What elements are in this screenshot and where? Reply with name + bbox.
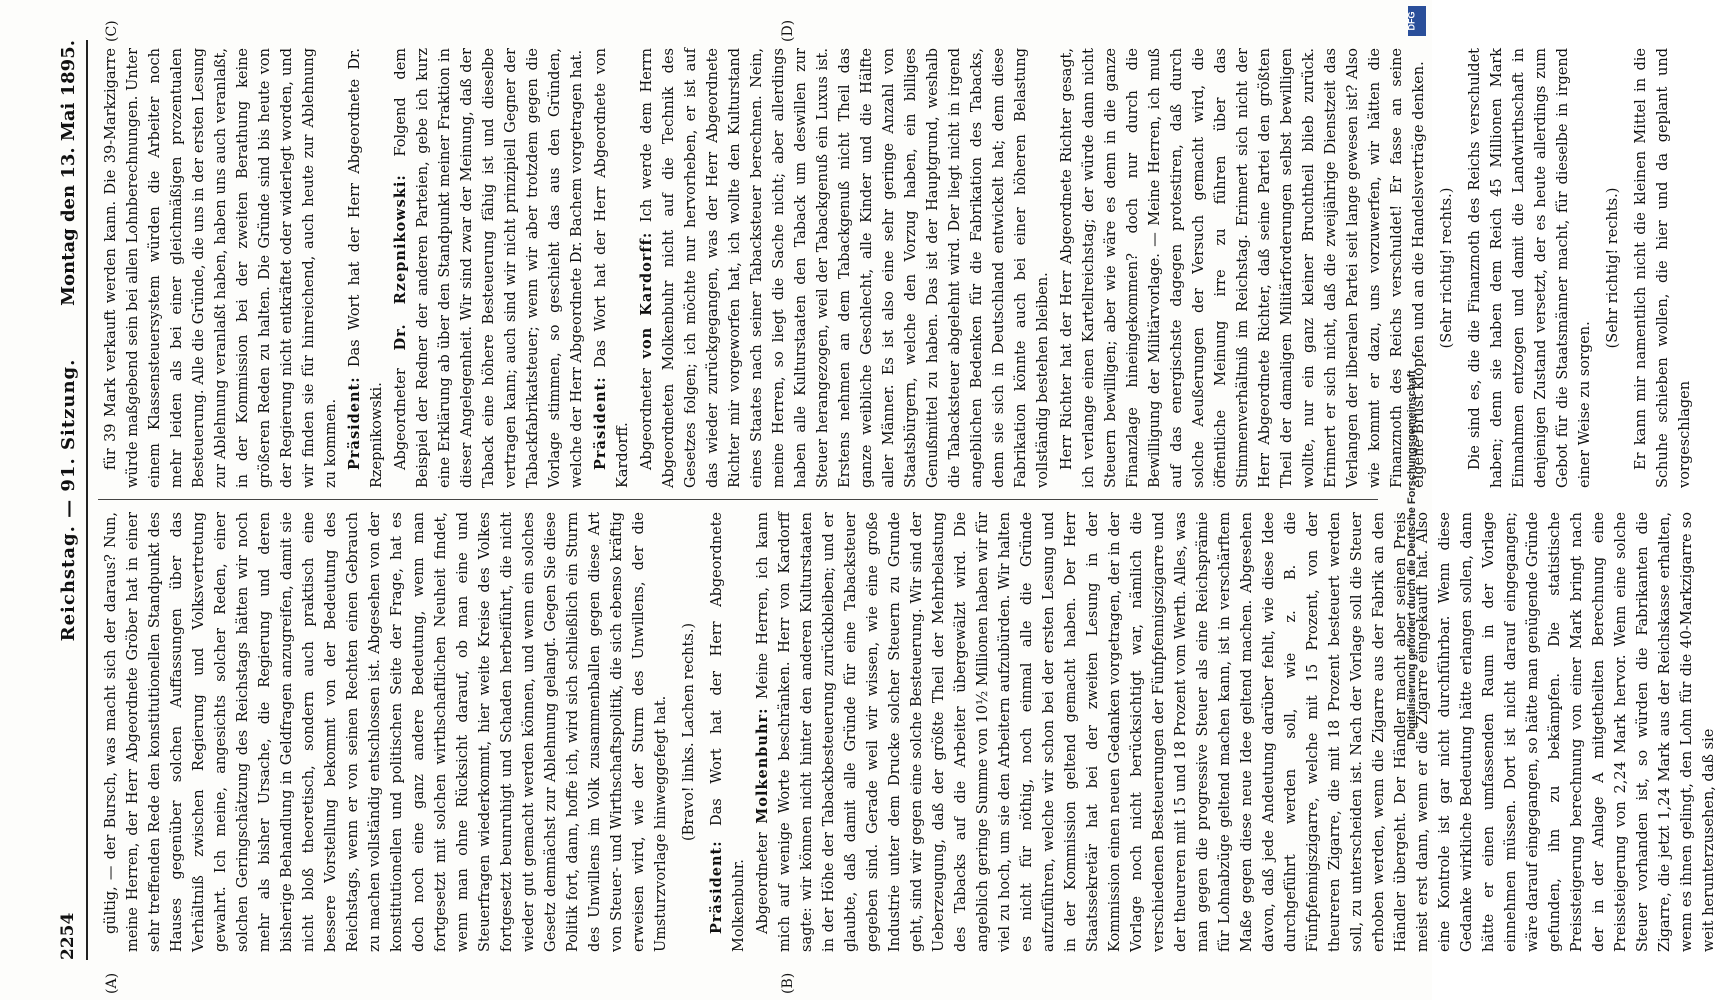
speaker-label: Präsident: [592, 376, 609, 470]
speaker-prefix: Abgeordneter [755, 832, 771, 934]
paragraph: Herr Richter hat der Herr Abgeordnete Richter gesagt, ich verlange einen Kartellreichstag; der würde dann nicht Steuern bewilligen; aber wie wäre es denn in die ganze Finanzlage hineingekommen? doch nur durch die Bewilligung der Militärvorlage. — Meine Herren, ich muß auf das energischste dagegen protestiren, daß durch solche Aeußerungen der Versuch gemacht wird, die öffentliche Meinung irre zu führen über das Stimmenverhältniß im Reichstag. Erinnert sich nicht der Herr Abgeordnete Richter, daß seine Partei den größten Theil der damaligen Militärforderungen selbst bewilligen wollte, nur ein ganz kleiner Bruchtheil blieb zurück. Erinnert er sich nicht, daß die zweijährige Dienstzeit das Verlangen der liberalen Partei seit lange gewesen ist? Also wie kommt er dazu, uns vorzuwerfen, wir hätten die Finanznoth des Reichs verschuldet! Er fasse an seine eigene Brust klopfen und an die Handelsverträge denken. [1059, 48, 1427, 488]
left-column [100, 512, 1722, 952]
speaker-prefix: Abgeordneter [639, 368, 655, 470]
paragraph-text: Das Wort hat der Herr Abgeordnete von Kardorff. [593, 48, 631, 488]
interjection: (Sehr richtig! rechts.) [1605, 187, 1621, 349]
paragraph: für 39 Mark verkauft werden kann. Die 39-Markzigarre würde maßgebend sein bei allen Lohnberechnungen. Unter einem Klassensteuersystem würden die Arbeiter noch mehr leiden als bei einer gleichmäßigen prozentualen Besteuerung. Alle die Gründe, die uns in der ersten Lesung zur Ablehnung veranlaßt haben, haben uns auch veranlaßt, in der Kommission bei der zweiten Berathung keine größeren Reden zu halten. Die Gründe sind bis heute von der Regierung nicht entkräftet oder widerlegt worden, und wir finden sie für hinreichend, auch heute zur Ablehnung zu kommen. [103, 48, 339, 488]
page-title: Reichstag. — 91. Sitzung. [58, 358, 79, 642]
speaker-label: Dr. Rzepnikowski: [392, 174, 409, 351]
column-divider [98, 499, 1378, 500]
speaker-label: Präsident: [708, 840, 725, 934]
dfg-logo-text: DFG [1406, 11, 1417, 31]
speaker-label: von Kardorff: [638, 231, 655, 359]
paragraph [390, 48, 588, 488]
paragraph-text: Meine Herren, ich kann mich auf wenige Worte beschränken. Herr von Kardorff sagte: wir können nicht hinter den anderen Kulturstaaten in der Höhe der Tabackbesteuerung zurückbleiben; und er glaubte, daß damit alle Gründe für eine Tabacksteuer gegeben sind. Gerade weil wir wissen, wie eine große Industrie unter dem Drucke solcher Steuern zu Grunde geht, sind wir gegen eine solche Besteuerung. Wir sind der Ueberzeugung, daß der größte Theil der Mehrbelastung des Tabacks auf die Arbeiter übergewälzt wird. Die angeblich geringe Summe von 10½ Millionen haben wir für viel zu hoch, um sie den Arbeitern aufzubürden. Wir halten es nicht für nöthig, noch einmal alle die Gründe aufzuführen, welche wir schon bei der ersten Lesung und in der Kommission geltend gemacht haben. Der Herr Staatssekretär hat bei der zweiten Lesung in der Kommission einen neuen Gedanken vorgetragen, der in der Vorlage noch nicht berücksichtigt war, nämlich die verschiedenen Besteuerungen der Fünfpfennigszigarre und der theureren mit 15 und 18 Prozent vom Werth. Alles, was man gegen die progressive Steuer als eine Reichsprämie für Lohnabzüge geltend machen kann, ist in verschärftem Maße gegen diese neue Idee geltend machen. Abgesehen davon, daß jede Andeutung darüber fehlt, wie diese Idee durchgeführt werden soll, wie z. B. die Fünfpfennigszigarre, welche mit 15 Prozent, von der theureren Zigarre, die mit 18 Prozent besteuert werden soll, zu unterscheiden ist. Nach der Vorlage soll die Steuer erhoben werden, wenn die Zigarre aus der Fabrik an den Händler übergeht. Der Händler macht aber seinen Preis meist erst dann, wenn er die Zigarre eingekauft hat. Also eine Kontrole ist gar nicht durchführbar. Wenn diese Gedanke wirkliche Bedeutung hätte erlangen sollen, dann hätte er einen umfassenden Raum in der Vorlage einnehmen müssen. Dort ist nicht darauf eingegangen; wäre darauf eingegangen, so hätte man genügende Gründe gefunden, ihn zu bekämpfen. Die statistische Preissteigerung berechnung von einer Mark bringt nach der in der Anlage A mitgetheilten Berechnung eine Preissteigerung von 2,24 Mark hervor. Wenn eine solche Steuer vorhanden ist, so würden die Fabrikanten die Zigarre, die jetzt 1,24 Mark aus der Reichskasse erhalten, wenn es ihnen gelingt, den Lohn für die 40-Markzigarre so weit herunterzusehen, daß sie [755, 511, 1717, 952]
paragraph-text: Ich werde dem Herrn Abgeordneten Molkenbuhr nicht auf die Technik des Gesetzes folgen; ich möchte nur hervorheben, er ist auf das wieder zurückgegangen, was der Herr Abgeordnete Richter mir vorgeworfen hat, ich wollte den Kulturstand eines Staates nach seiner Tabacksteuer berechnen. Nein, meine Herren, so liegt die Sache nicht; aber allerdings haben alle Kulturstaaten den Taback um deswillen zur Steuer herangezogen, weil der Tabackgenuß ein Luxus ist. Erstens nehmen an dem Tabackgenuß nicht Theil das ganze weibliche Geschlecht, alle Kinder und die Hälfte aller Männer. Es ist also eine sehr geringe Anzahl von Staatsbürgern, welche den Vorzug haben, ein billiges Genußmittel zu haben. Das ist der Hauptgrund, weshalb die Tabacksteuer abgelehnt wird. Der liegt nicht in irgend angeblichen Bedenken für die Fabrikation des Tabacks, denn sie sich in Deutschland entwickelt hat; denn diese Fabrikation könnte auch bei einer höheren Belastung vollständig bestehen bleiben. [639, 47, 1051, 488]
header-rule [86, 40, 88, 960]
interjection: (Sehr richtig! rechts.) [1439, 187, 1455, 349]
paragraph: gültig, — der Bursch, was macht sich der daraus? Nun, meine Herren, der Herr Abgeordnete Gröber hat in einer sehr treffenden Rede den konstitutionellen Standpunkt des Hauses gegenüber solchen Auffassungen über das Verhältniß zwischen Regierung und Volksvertretung gewahrt. Ich meine, angesichts solcher Reden, einer solchen Geringschätzung des Reichstags hätten wir noch mehr als bisher Ursache, die Regierung und deren bisherige Behandlung in Geldfragen anzugreifen, damit sie nicht bloß theoretisch, sondern auch praktisch eine bessere Vorstellung bekommt von der Bedeutung des Reichstags, wenn er von seinen Rechten einen Gebrauch zu machen vollständig entschlossen ist. Abgesehen von der konstitutionellen und politischen Seite der Frage, hat es doch noch eine ganz andere Bedeutung, wenn man fortgesetzt mit solchen wirthschaftlichen Neuheit findet, wenn man ohne Rücksicht darauf, ob man eine und Steuerfragen wiederkommt, hier weite Kreise des Volkes fortgesetzt beunruhigt und Schaden herbeiführt, die nicht wieder gut gemacht werden können, und wenn ein solches Gesetz demnächst zur Ablehnung gelangt. Gegen Sie diese Politik fort, dann, hoffe ich, wird sich schließlich ein Sturm des Unwillens im Volk zusammenballen gegen diese Art von Steuer- und Wirthschaftspolitik, die sich ebenso kräftig erweisen wird, wie der Sturm des Unwillens, der die Umsturzvorlage hinweggefegt hat. [103, 512, 669, 952]
margin-letter-c: (C) [104, 20, 120, 42]
speaker-label: Molkenbuhr: [754, 707, 771, 824]
speaker-label: Präsident: [346, 376, 363, 470]
paragraph [590, 48, 634, 488]
paragraph [636, 48, 1054, 488]
credit-text: Digitalisierung gefördert durch die Deutsche Forschungsgemeinschaft [1406, 370, 1418, 740]
margin-letter-d: (D) [780, 19, 796, 42]
paragraph [344, 48, 388, 488]
page-date: Montag den 13. Mai 1895. [58, 40, 79, 306]
paragraph-text: Das Wort hat der Herr Abgeordnete Dr. Rzepnikowski. [347, 48, 385, 488]
interjection: (Bravo! links. Lachen rechts.) [681, 622, 697, 842]
right-column [100, 48, 1698, 488]
paragraph [752, 512, 1720, 952]
paragraph-text: Folgend dem Beispiel der Redner der anderen Parteien, gebe ich kurz eine Erklärung ab über den Standpunkt meiner Fraktion in dieser Angelegenheit. Wir sind zwar der Meinung, daß der Taback eine höhere Besteuerung fähig ist und dieselbe vertragen kann; auch sind wir nicht prinzipiell Gegner der Tabackfabrikatsteuer; wenn wir aber trotzdem gegen die Vorlage stimmen, so geschieht das aus den Gründen, welche der Herr Abgeordnete Dr. Bachem vorgetragen hat. [393, 47, 585, 488]
digitization-credit [1406, 40, 1426, 740]
margin-letter-a: (A) [104, 972, 120, 994]
margin-letter-b: (B) [780, 972, 796, 994]
paragraph-text: Das Wort hat der Herr Abgeordnete Molkenbuhr. [709, 512, 747, 952]
page-header [58, 40, 88, 960]
dfg-logo [1408, 6, 1426, 36]
page-number: 2254 [58, 912, 78, 960]
paragraph: Er kann mir namentlich nicht die kleinen Mittel in die Schuhe schieben wollen, die hier und da geplant und vorgeschlagen [1633, 48, 1693, 488]
paragraph [706, 512, 750, 952]
speaker-prefix: Abgeordneter [393, 368, 409, 470]
paragraph: Die sind es, die die Finanznoth des Reichs verschuldet haben; denn sie haben dem Reich 45 Millionen Mark Einnahmen entzogen und damit die Landwirthschaft in denjenigen Zustand versetzt, der es heute allerdings zum Gebot für die Staatsmänner macht, für dieselbe in irgend einer Weise zu sorgen. [1467, 48, 1593, 488]
